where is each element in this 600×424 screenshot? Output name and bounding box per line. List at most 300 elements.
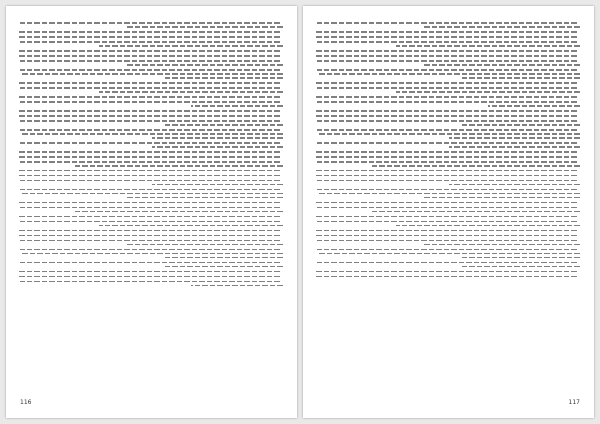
- verse-text-line: [314, 202, 577, 204]
- verse-text-line: [317, 129, 577, 131]
- verse-text-line: [314, 82, 577, 84]
- verse-line: [317, 82, 580, 84]
- verse-line: [317, 124, 580, 126]
- verse-line: [317, 105, 580, 107]
- verse-text-line: [20, 262, 280, 264]
- verse-line: [317, 183, 580, 185]
- verse-text-line: [125, 244, 283, 246]
- verse-line: [317, 201, 580, 203]
- verse-line: [317, 45, 580, 47]
- verse-line: [20, 115, 283, 117]
- verse-text-line: [314, 170, 577, 172]
- verse-line: [20, 256, 283, 258]
- verse-text-line: [20, 249, 280, 251]
- verse-text-line: [422, 64, 580, 66]
- verse-text-line: [20, 101, 280, 103]
- verse-line: [317, 261, 580, 263]
- verse-text-line: [314, 115, 577, 117]
- verse-text-line: [165, 77, 283, 79]
- verse-line: [20, 229, 283, 231]
- verse-line: [20, 142, 283, 144]
- verse-text-line: [396, 225, 580, 227]
- verse-line: [317, 36, 580, 38]
- verse-line: [20, 82, 283, 84]
- page-number-right: 117: [568, 399, 580, 406]
- verse-line: [317, 243, 580, 245]
- verse-text-line: [20, 180, 280, 182]
- verse: [317, 60, 580, 66]
- verse: [20, 215, 283, 217]
- verse-line: [317, 239, 580, 241]
- verse-text-line: [317, 180, 577, 182]
- verse: [317, 261, 580, 267]
- verse-line: [20, 73, 283, 75]
- verse-text-line: [317, 22, 577, 24]
- verse-line: [317, 179, 580, 181]
- verse: [20, 229, 283, 231]
- verse: [20, 275, 283, 277]
- verse-text-line: [422, 244, 580, 246]
- verse: [20, 87, 283, 93]
- verse-line: [317, 215, 580, 217]
- verse-text-line: [449, 137, 581, 139]
- verse: [20, 201, 283, 203]
- verse-line: [20, 280, 283, 282]
- verse-text-line: [488, 105, 580, 107]
- verse-line: [20, 36, 283, 38]
- verse-line: [20, 31, 283, 33]
- verse-line: [20, 105, 283, 107]
- verse-line: [317, 115, 580, 117]
- verse-text-line: [20, 60, 280, 62]
- verse: [20, 101, 283, 107]
- verse-line: [20, 156, 283, 158]
- verse: [20, 179, 283, 185]
- verse-line: [317, 174, 580, 176]
- verse: [317, 179, 580, 185]
- verse-line: [20, 284, 283, 286]
- verse-text-line: [462, 257, 580, 259]
- verse-line: [317, 234, 580, 236]
- verse: [317, 270, 580, 272]
- verse-line: [317, 196, 580, 198]
- verse-text-line: [314, 36, 577, 38]
- verse-text-line: [317, 87, 577, 89]
- verse-text-line: [314, 55, 577, 57]
- verse: [317, 239, 580, 245]
- verse-text-line: [20, 22, 280, 24]
- verse: [20, 69, 283, 79]
- verse-line: [317, 156, 580, 158]
- verse-line: [20, 101, 283, 103]
- verse-line: [20, 201, 283, 203]
- verse-text-line: [73, 211, 283, 213]
- verse-line: [317, 55, 580, 57]
- verse: [20, 41, 283, 47]
- verse-list-left: [20, 22, 283, 390]
- verse-text-line: [20, 133, 283, 135]
- verse-text-line: [152, 146, 284, 148]
- verse: [317, 215, 580, 217]
- verse: [317, 36, 580, 38]
- verse-line: [317, 110, 580, 112]
- verse-line: [317, 96, 580, 98]
- verse-text-line: [20, 240, 280, 242]
- verse: [20, 50, 283, 52]
- verse-line: [20, 265, 283, 267]
- verse-text-line: [317, 142, 577, 144]
- verse: [317, 120, 580, 126]
- verse: [20, 261, 283, 267]
- verse-line: [317, 91, 580, 93]
- verse-text-line: [17, 202, 280, 204]
- verse-text-line: [17, 175, 280, 177]
- verse: [317, 50, 580, 52]
- verse: [20, 110, 283, 112]
- verse: [317, 41, 580, 47]
- verse-list-right: [317, 22, 580, 390]
- verse-line: [317, 248, 580, 250]
- verse-line: [317, 270, 580, 272]
- verse: [20, 55, 283, 57]
- verse-line: [317, 50, 580, 52]
- verse-line: [317, 22, 580, 24]
- verse-line: [317, 129, 580, 131]
- verse: [317, 156, 580, 158]
- verse-line: [20, 270, 283, 272]
- verse-text-line: [17, 36, 280, 38]
- page-number-left: 116: [20, 399, 32, 406]
- verse: [317, 275, 580, 277]
- verse-line: [20, 215, 283, 217]
- verse: [20, 174, 283, 176]
- verse-text-line: [152, 184, 284, 186]
- verse: [317, 22, 580, 28]
- verse: [20, 156, 283, 158]
- verse-text-line: [17, 110, 280, 112]
- verse-text-line: [20, 87, 280, 89]
- verse: [317, 69, 580, 79]
- verse-text-line: [317, 73, 580, 75]
- verse-line: [20, 133, 283, 135]
- verse-text-line: [20, 189, 280, 191]
- verse-line: [20, 77, 283, 79]
- verse-text-line: [17, 96, 280, 98]
- verse-line: [20, 50, 283, 52]
- verse-text-line: [317, 60, 577, 62]
- verse-text-line: [17, 170, 280, 172]
- verse-text-line: [20, 193, 283, 195]
- verse: [20, 270, 283, 272]
- verse-line: [20, 22, 283, 24]
- verse-line: [317, 229, 580, 231]
- right-page: [303, 6, 594, 418]
- verse-text-line: [17, 31, 280, 33]
- verse-line: [20, 26, 283, 28]
- verse-line: [317, 252, 580, 254]
- verse-text-line: [99, 45, 283, 47]
- verse-line: [20, 248, 283, 250]
- left-page: [6, 6, 297, 418]
- verse-text-line: [317, 69, 577, 71]
- verse-line: [317, 77, 580, 79]
- verse-line: [20, 91, 283, 93]
- verse-line: [20, 220, 283, 222]
- verse: [20, 96, 283, 98]
- verse: [317, 206, 580, 212]
- verse-text-line: [165, 257, 283, 259]
- verse: [20, 142, 283, 148]
- verse: [317, 101, 580, 107]
- verse-line: [20, 196, 283, 198]
- verse-line: [20, 275, 283, 277]
- verse-line: [20, 239, 283, 241]
- verse-text-line: [17, 216, 280, 218]
- verse-text-line: [317, 120, 577, 122]
- verse-text-line: [314, 235, 577, 237]
- verse-line: [317, 64, 580, 66]
- verse-text-line: [125, 64, 283, 66]
- verse-text-line: [422, 26, 580, 28]
- verse-text-line: [20, 207, 280, 209]
- verse-line: [317, 165, 580, 167]
- verse: [20, 151, 283, 153]
- verse-text-line: [314, 216, 577, 218]
- verse-text-line: [17, 235, 280, 237]
- verse: [20, 239, 283, 245]
- verse: [317, 201, 580, 203]
- verse-text-line: [317, 253, 580, 255]
- verse: [20, 129, 283, 139]
- verse-line: [20, 206, 283, 208]
- verse-text-line: [17, 55, 280, 57]
- verse-line: [20, 192, 283, 194]
- verse-text-line: [314, 31, 577, 33]
- verse-text-line: [317, 193, 580, 195]
- verse-line: [317, 275, 580, 277]
- verse-text-line: [314, 110, 577, 112]
- verse-line: [317, 41, 580, 43]
- verse-text-line: [20, 253, 283, 255]
- verse: [317, 188, 580, 198]
- verse-text-line: [165, 124, 283, 126]
- verse-text-line: [449, 184, 581, 186]
- verse-line: [20, 45, 283, 47]
- verse-text-line: [20, 69, 280, 71]
- verse-line: [20, 124, 283, 126]
- verse-line: [20, 161, 283, 163]
- verse-line: [317, 101, 580, 103]
- verse-line: [317, 142, 580, 144]
- verse-text-line: [20, 73, 283, 75]
- verse-text-line: [317, 262, 577, 264]
- verse-text-line: [317, 133, 580, 135]
- verse-line: [20, 261, 283, 263]
- verse: [20, 22, 283, 28]
- verse: [20, 248, 283, 258]
- verse-line: [20, 96, 283, 98]
- verse-text-line: [20, 129, 280, 131]
- verse-text-line: [99, 225, 283, 227]
- verse-line: [20, 146, 283, 148]
- verse-line: [20, 188, 283, 190]
- verse-line: [20, 174, 283, 176]
- verse-line: [317, 224, 580, 226]
- verse-line: [20, 129, 283, 131]
- verse-line: [317, 151, 580, 153]
- verse: [317, 248, 580, 258]
- verse-text-line: [20, 281, 280, 283]
- verse: [20, 220, 283, 226]
- verse-line: [317, 170, 580, 172]
- verse-text-line: [191, 285, 283, 287]
- verse: [317, 87, 580, 93]
- verse-text-line: [17, 156, 280, 158]
- verse-text-line: [17, 230, 280, 232]
- verse-line: [317, 31, 580, 33]
- verse-text-line: [314, 271, 577, 273]
- verse-line: [20, 55, 283, 57]
- verse-text-line: [17, 271, 280, 273]
- verse-text-line: [17, 276, 280, 278]
- verse-line: [317, 137, 580, 139]
- verse: [20, 280, 283, 286]
- verse-text-line: [396, 45, 580, 47]
- verse-text-line: [314, 50, 577, 52]
- verse-text-line: [125, 197, 283, 199]
- verse: [317, 96, 580, 98]
- verse-line: [20, 60, 283, 62]
- verse-text-line: [314, 276, 577, 278]
- verse: [317, 115, 580, 117]
- verse-text-line: [314, 96, 577, 98]
- verse-line: [20, 210, 283, 212]
- verse-text-line: [99, 91, 283, 93]
- verse: [317, 55, 580, 57]
- verse-line: [317, 220, 580, 222]
- verse-line: [317, 60, 580, 62]
- verse: [20, 161, 283, 167]
- verse-line: [20, 41, 283, 43]
- verse: [20, 60, 283, 66]
- verse-line: [20, 243, 283, 245]
- verse-line: [20, 234, 283, 236]
- verse-text-line: [370, 165, 580, 167]
- verse-text-line: [317, 221, 577, 223]
- verse: [317, 129, 580, 139]
- verse-text-line: [314, 230, 577, 232]
- verse-text-line: [317, 101, 577, 103]
- verse: [20, 31, 283, 33]
- verse: [20, 82, 283, 84]
- verse: [317, 110, 580, 112]
- verse: [317, 151, 580, 153]
- verse-text-line: [449, 146, 581, 148]
- verse-line: [20, 151, 283, 153]
- verse: [317, 174, 580, 176]
- verse-line: [317, 161, 580, 163]
- verse-text-line: [462, 124, 580, 126]
- verse-line: [20, 252, 283, 254]
- verse-line: [317, 26, 580, 28]
- verse-text-line: [317, 161, 577, 163]
- verse-text-line: [152, 137, 284, 139]
- verse-text-line: [20, 41, 280, 43]
- verse-line: [20, 224, 283, 226]
- verse: [20, 206, 283, 212]
- verse: [317, 220, 580, 226]
- verse: [317, 234, 580, 236]
- verse-text-line: [317, 41, 577, 43]
- verse-text-line: [73, 165, 283, 167]
- verse-text-line: [17, 82, 280, 84]
- verse-text-line: [17, 115, 280, 117]
- verse: [20, 170, 283, 172]
- verse-line: [20, 64, 283, 66]
- verse-text-line: [317, 189, 577, 191]
- verse-text-line: [20, 120, 280, 122]
- verse-line: [317, 192, 580, 194]
- verse-text-line: [317, 207, 577, 209]
- verse-text-line: [314, 175, 577, 177]
- verse-text-line: [314, 151, 577, 153]
- book-spread: [6, 6, 594, 418]
- verse-line: [20, 120, 283, 122]
- verse-line: [317, 210, 580, 212]
- verse: [20, 36, 283, 38]
- verse-line: [20, 137, 283, 139]
- verse-text-line: [422, 197, 580, 199]
- verse-text-line: [462, 77, 580, 79]
- verse-text-line: [314, 156, 577, 158]
- verse-line: [317, 265, 580, 267]
- verse-text-line: [317, 240, 577, 242]
- verse-line: [317, 69, 580, 71]
- verse: [317, 31, 580, 33]
- verse: [317, 170, 580, 172]
- verse: [20, 120, 283, 126]
- verse-line: [317, 188, 580, 190]
- verse-line: [20, 87, 283, 89]
- verse-text-line: [20, 161, 280, 163]
- verse-text-line: [191, 105, 283, 107]
- verse-text-line: [20, 221, 280, 223]
- verse-line: [317, 73, 580, 75]
- verse-text-line: [20, 142, 280, 144]
- verse: [20, 115, 283, 117]
- verse-text-line: [165, 266, 283, 268]
- verse-text-line: [370, 211, 580, 213]
- verse-text-line: [17, 50, 280, 52]
- verse-text-line: [17, 151, 280, 153]
- verse-text-line: [396, 91, 580, 93]
- verse-line: [317, 256, 580, 258]
- verse-text-line: [317, 249, 577, 251]
- verse-text-line: [125, 26, 283, 28]
- verse-line: [20, 69, 283, 71]
- verse-line: [20, 110, 283, 112]
- verse-line: [317, 146, 580, 148]
- verse-line: [317, 206, 580, 208]
- verse: [317, 161, 580, 167]
- verse-text-line: [462, 266, 580, 268]
- verse-line: [20, 165, 283, 167]
- verse: [20, 188, 283, 198]
- verse-line: [20, 170, 283, 172]
- verse: [20, 234, 283, 236]
- verse-line: [20, 179, 283, 181]
- verse: [317, 82, 580, 84]
